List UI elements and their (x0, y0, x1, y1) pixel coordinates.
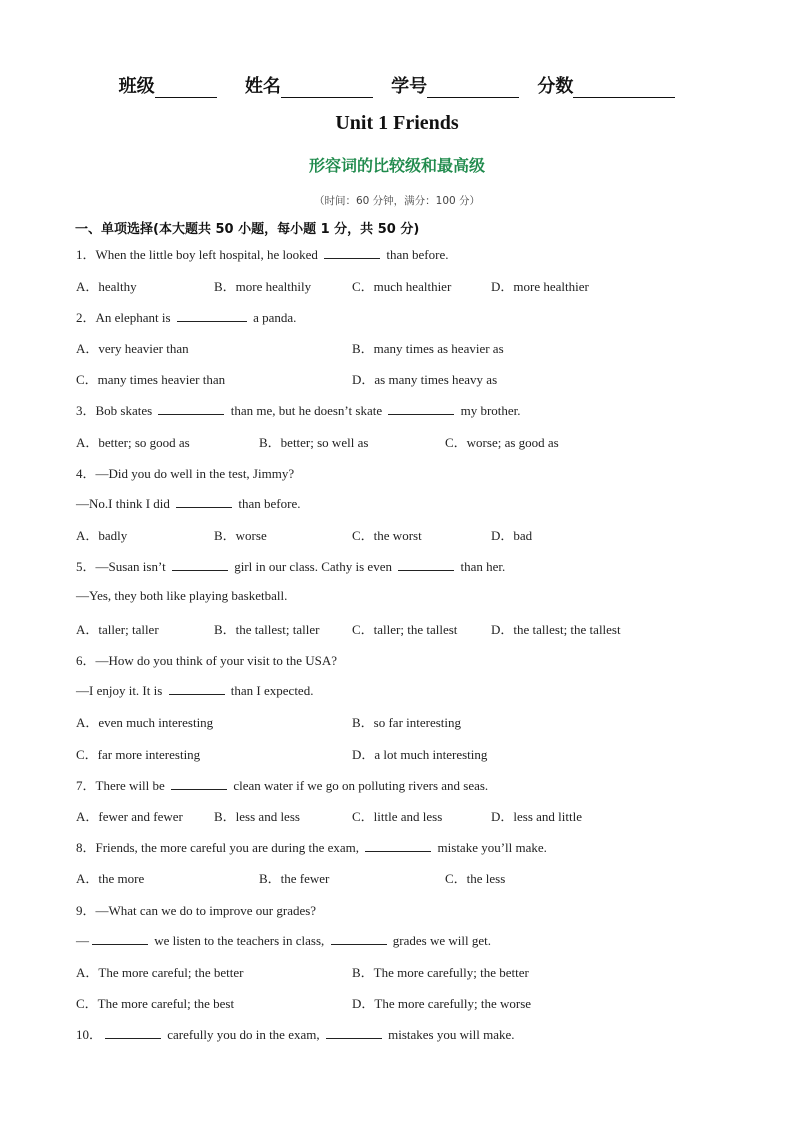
question-text: a panda. (249, 310, 297, 325)
question-text: mistakes you will make. (384, 1027, 515, 1042)
class-label: 班级 (118, 76, 155, 97)
question-text: than before. (383, 247, 449, 262)
page-title: Unit 1 Friends (335, 112, 459, 134)
question-text: my brother. (457, 403, 521, 418)
score-label: 分数 (537, 76, 574, 97)
question-text: than I expected. (227, 683, 314, 698)
answer-option[interactable]: C．The more careful; the best (76, 996, 235, 1011)
question-text: —I enjoy it. It is (76, 683, 166, 698)
score-field (537, 72, 675, 98)
answer-option[interactable]: B．better; so well as (259, 435, 369, 450)
answer-blank[interactable] (105, 1025, 161, 1039)
time-info: （时间：60 分钟，满分：100 分） (313, 195, 481, 207)
name-label: 姓名 (244, 76, 281, 97)
answer-blank[interactable] (177, 308, 247, 322)
question-text: clean water if we go on polluting rivers and seas. (230, 778, 489, 793)
question-text: we listen to the teachers in class, (151, 933, 328, 948)
answer-option[interactable]: C．taller; the tallest (352, 622, 458, 637)
answer-option[interactable]: D．less and little (491, 809, 582, 824)
question-dialogue-line (76, 931, 491, 949)
question-text: —Yes, they both like playing basketball. (76, 588, 288, 603)
answer-option[interactable]: D．The more carefully; the worse (352, 996, 532, 1011)
answer-option[interactable]: A．badly (76, 528, 128, 543)
question-text: 6．—How do you think of your visit to the USA? (76, 653, 338, 668)
answer-option[interactable]: A．The more careful; the better (76, 965, 244, 980)
answer-option[interactable]: B．less and less (214, 809, 300, 824)
answer-blank[interactable] (324, 245, 380, 259)
question-stem (76, 556, 505, 575)
answer-blank[interactable] (171, 776, 227, 790)
answer-option[interactable]: D．the tallest; the tallest (491, 622, 621, 637)
question-text: 7．There will be (76, 778, 169, 793)
question-text: girl in our class. Cathy is even (230, 559, 396, 574)
answer-option[interactable]: A．healthy (76, 279, 137, 294)
page-subtitle: 形容词的比较级和最高级 (308, 156, 485, 175)
answer-option[interactable]: C．worse; as good as (445, 435, 559, 450)
question-text: 4．—Did you do well in the test, Jimmy? (76, 466, 295, 481)
question-dialogue-line (76, 494, 300, 512)
question-text: — (76, 933, 89, 948)
question-stem (76, 463, 294, 482)
question-text: 3．Bob skates (76, 403, 156, 418)
question-stem (76, 775, 488, 794)
question-stem (76, 244, 448, 263)
answer-blank[interactable] (388, 401, 454, 415)
answer-option[interactable]: B．worse (214, 528, 267, 543)
question-stem (76, 900, 316, 919)
answer-option[interactable]: C．the less (445, 871, 506, 886)
question-text: 2．An elephant is (76, 310, 174, 325)
answer-option[interactable]: B．many times as heavier as (352, 341, 504, 356)
answer-blank[interactable] (176, 494, 232, 508)
name-field (245, 72, 373, 98)
answer-option[interactable]: C．much healthier (352, 279, 452, 294)
answer-blank[interactable] (92, 931, 148, 945)
answer-option[interactable]: D．more healthier (491, 279, 589, 294)
question-text: grades we will get. (389, 933, 491, 948)
answer-option[interactable]: B．so far interesting (352, 715, 462, 730)
answer-blank[interactable] (158, 401, 224, 415)
name-blank[interactable] (281, 79, 373, 98)
question-text: mistake you’ll make. (434, 840, 547, 855)
answer-option[interactable]: D．a lot much interesting (352, 747, 488, 762)
question-dialogue-line (76, 681, 313, 699)
student-info-header (0, 72, 794, 98)
question-text: 9．—What can we do to improve our grades? (76, 903, 317, 918)
answer-option[interactable]: A．even much interesting (76, 715, 214, 730)
question-text: 8．Friends, the more careful you are during the exam, (76, 840, 363, 855)
question-stem (76, 307, 296, 326)
question-text: 5．—Susan isn’t (76, 559, 169, 574)
section-heading: 一、单项选择(本大题共 50 小题，每小题 1 分，共 50 分) (75, 222, 420, 237)
question-stem (76, 1024, 514, 1043)
question-text: than before. (235, 496, 301, 511)
answer-option[interactable]: C．far more interesting (76, 747, 201, 762)
question-text: carefully you do in the exam, (164, 1027, 323, 1042)
question-text: than her. (457, 559, 506, 574)
answer-option[interactable]: C．little and less (352, 809, 443, 824)
class-blank[interactable] (155, 79, 217, 98)
answer-blank[interactable] (172, 557, 228, 571)
answer-option[interactable]: B．the tallest; taller (214, 622, 320, 637)
answer-option[interactable]: A．very heavier than (76, 341, 189, 356)
answer-option[interactable]: A．fewer and fewer (76, 809, 183, 824)
answer-option[interactable]: C．the worst (352, 528, 422, 543)
answer-blank[interactable] (365, 838, 431, 852)
answer-blank[interactable] (326, 1025, 382, 1039)
answer-option[interactable]: D．bad (491, 528, 533, 543)
student-number-field (391, 72, 519, 98)
answer-option[interactable]: B．the fewer (259, 871, 330, 886)
answer-option[interactable]: A．the more (76, 871, 145, 886)
question-stem (76, 400, 521, 419)
answer-option[interactable]: A．taller; taller (76, 622, 159, 637)
answer-option[interactable]: B．The more carefully; the better (352, 965, 529, 980)
question-text: —No.I think I did (76, 496, 174, 511)
question-dialogue-line (76, 588, 287, 604)
question-stem (76, 650, 337, 669)
answer-option[interactable]: B．more healthily (214, 279, 312, 294)
answer-option[interactable]: A．better; so good as (76, 435, 190, 450)
answer-blank[interactable] (398, 557, 454, 571)
student-number-blank[interactable] (427, 79, 519, 98)
question-text: 1．When the little boy left hospital, he looked (76, 247, 322, 262)
class-field (119, 72, 217, 98)
question-text: than me, but he doesn’t skate (227, 403, 386, 418)
answer-option[interactable]: C．many times heavier than (76, 372, 226, 387)
question-stem (76, 837, 547, 856)
answer-blank[interactable] (331, 931, 387, 945)
answer-blank[interactable] (169, 681, 225, 695)
score-blank[interactable] (573, 79, 675, 98)
answer-option[interactable]: D．as many times heavy as (352, 372, 498, 387)
student-number-label: 学号 (391, 76, 428, 97)
question-text: 10． (76, 1027, 103, 1042)
